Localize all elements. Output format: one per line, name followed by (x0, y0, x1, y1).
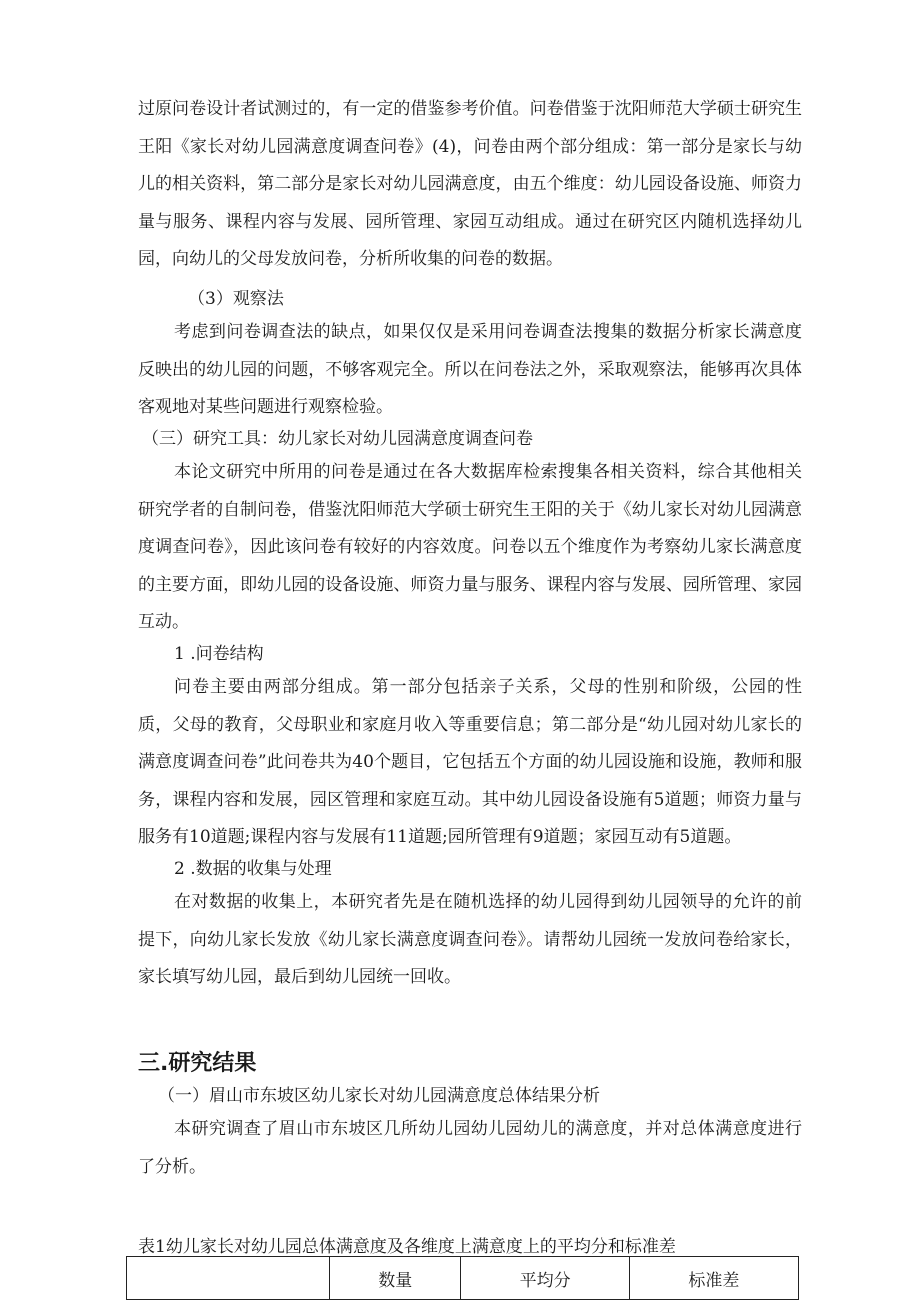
paragraph-data-collection: 在对数据的收集上，本研究者先是在随机选择的幼儿园得到幼儿园领导的允许的前提下，向幼儿家长发放《幼儿家长满意度调查问卷》。请帮幼儿园统一发放问卷给家长，家长填写幼儿园，最后到幼儿园统一回收。 (138, 892, 802, 987)
heading-data-collection: 2 .数据的收集与处理 (174, 859, 332, 879)
paragraph-questionnaire-source: 过原问卷设计者试测过的，有一定的借鉴参考价值。问卷借鉴于沈阳师范大学硕士研究生王阳《家长对幼儿园满意度调查问卷》(4)，问卷由两个部分组成：第一部分是家长与幼儿的相关资料，第二部分是家长对幼儿园满意度，由五个维度：幼儿园设备设施、师资力量与服务、课程内容与发展、园所管理、家园互动组成。通过在研究区内随机选择幼儿园，向幼儿的父母发放问卷，分析所收集的问卷的数据。 (138, 99, 802, 269)
paragraph-observation: 考虑到问卷调查法的缺点，如果仅仅是采用问卷调查法搜集的数据分析家长满意度反映出的幼儿园的问题，不够客观完全。所以在问卷法之外，采取观察法，能够再次具体客观地对某些问题进行观察检验。 (138, 322, 802, 417)
table-caption: 表1幼儿家长对幼儿园总体满意度及各维度上满意度上的平均分和标准差 (138, 1237, 676, 1257)
heading-research-results: 三.研究结果 (138, 1051, 257, 1076)
heading-questionnaire-structure: 1 .问卷结构 (174, 644, 264, 664)
table-header-std: 标准差 (629, 1257, 798, 1300)
table-header-mean: 平均分 (461, 1257, 629, 1300)
paragraph-questionnaire-structure: 问卷主要由两部分组成。第一部分包括亲子关系，父母的性别和阶级，公园的性质，父母的教育，父母职业和家庭月收入等重要信息；第二部分是“幼儿园对幼儿家长的满意度调查问卷”此问卷共为40个题目，它包括五个方面的幼儿园设施和设施，教师和服务，课程内容和发展，园区管理和家庭互动。其中幼儿园设备设施有5道题；师资力量与服务有10道题;课程内容与发展有11道题;园所管理有9道题；家园互动有5道题。 (138, 677, 802, 847)
table-header-row (127, 1257, 799, 1300)
heading-observation-method: （3）观察法 (188, 289, 284, 309)
paragraph-research-tool: 本论文研究中所用的问卷是通过在各大数据库检索搜集各相关资料，综合其他相关研究学者的自制问卷，借鉴沈阳师范大学硕士研究生王阳的关于《幼儿家长对幼儿园满意度调查问卷》，因此该问卷有较好的内容效度。问卷以五个维度作为考察幼儿家长满意度的主要方面，即幼儿园的设备设施、师资力量与服务、课程内容与发展、园所管理、家园互动。 (138, 462, 802, 632)
table-header-blank (127, 1257, 330, 1300)
heading-overall-analysis: （一）眉山市东坡区幼儿家长对幼儿园满意度总体结果分析 (158, 1086, 600, 1106)
satisfaction-table (126, 1256, 799, 1300)
table-header-count: 数量 (330, 1257, 461, 1300)
paragraph-overall-analysis: 本研究调查了眉山市东坡区几所幼儿园幼儿园幼儿的满意度，并对总体满意度进行了分析。 (138, 1119, 802, 1177)
heading-research-tool: （三）研究工具：幼儿家长对幼儿园满意度调查问卷 (142, 429, 533, 449)
